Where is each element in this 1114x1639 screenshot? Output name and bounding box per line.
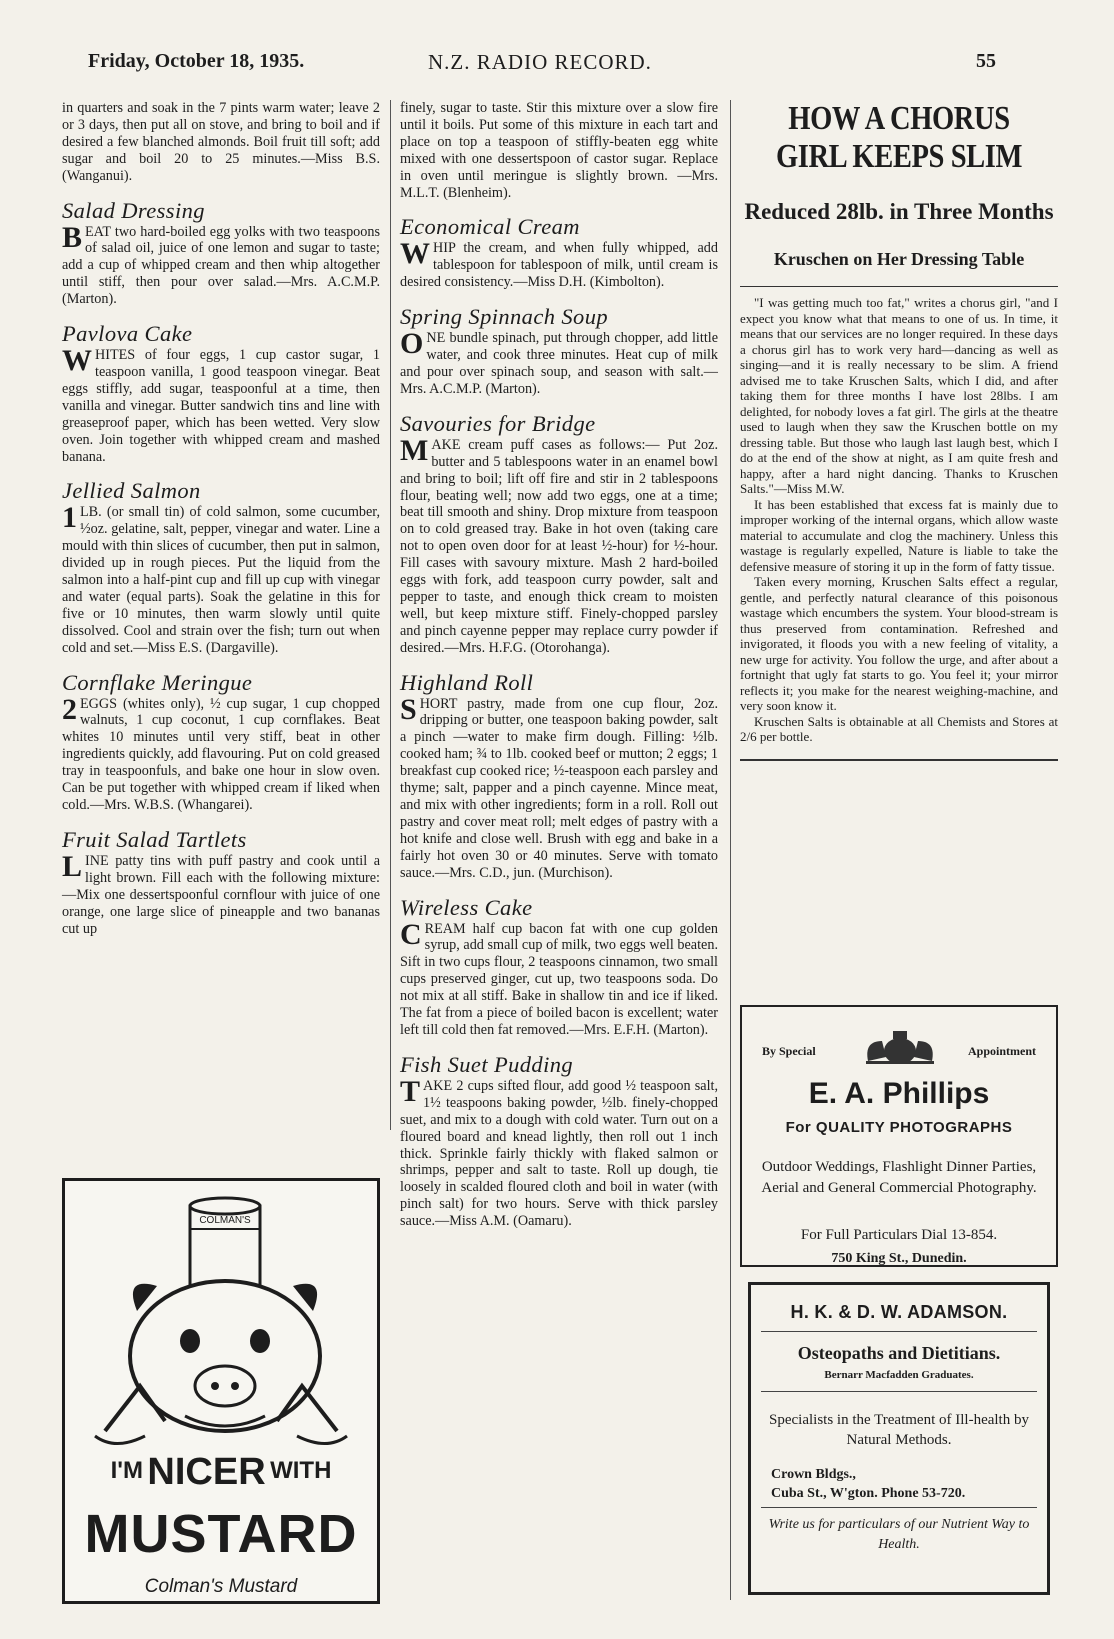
recipe-title: Economical Cream bbox=[400, 214, 580, 240]
ad-divider bbox=[761, 1331, 1037, 1332]
recipe-text: AKE cream puff cases as follows:— Put 2oz. butter and 5 tablespoons water in an enamel bowl and bring to boil; lift off fire and stir in 2 tablespoons flour, beating well; now add two eggs, one at a time; beat till smooth and shiny. Drop mixture from teaspoon on to cold greased tray. Bake in hot oven (taking care not to open oven door for at least ½-hour) for ½-hour. Fill cases with savoury mixture. Mash 2 hard-boiled eggs with fork, add teaspoon curry powder, salt and pepper to taste, and enough thick cream to moisten well, but keep mixture stiff. Finely-chopped parsley and pinch cayenne pepper may replace curry powder if desired.—Mrs. H.F.G. (Otorohanga). bbox=[400, 436, 718, 656]
recipe-body bbox=[62, 344, 380, 465]
phillips-photography-ad bbox=[740, 1005, 1058, 1267]
recipe-body bbox=[400, 917, 718, 1039]
colmans-mustard-ad bbox=[62, 1178, 380, 1604]
article-divider bbox=[740, 286, 1058, 287]
photography-services: Outdoor Weddings, Flashlight Dinner Parties, Aerial and General Commercial Photography. bbox=[761, 1159, 1037, 1196]
graduates: Bernarr Macfadden Graduates. bbox=[824, 1369, 974, 1381]
recipe-body bbox=[400, 433, 718, 657]
profession: Osteopaths and Dietitians. bbox=[797, 1343, 1001, 1363]
slogan-with: WITH bbox=[270, 1457, 332, 1484]
recipe-title: Salad Dressing bbox=[62, 197, 205, 223]
article-paragraph: "I was getting much too fat," writes a chorus girl, "and I expect you know what that means to one of us. In time, it means that our services are no longer required. In these days a chorus girl has to work very hard—dancing as well as singing—and it is really necessary to be slim. A friend advised me to take Kruschen Salts, which I did, and after taking them for three months I have lost 28lbs. I am delighted, for nobody loves a fat girl. The girls at the theatre used to laugh when they saw the Kruschen bottle on my dressing table. But those who laugh last laugh best, which I do at the end of the show at night, as I am quite fresh and happy, after a hard night dancing. Thanks to Kruschen Salts."—Miss M.W. bbox=[740, 295, 1058, 496]
recipe-text: INE patty tins with puff pastry and cook until a light brown. Fill each with the following mixture:—Mix one dessertspoonful cornflour with juice of one orange, one large slice of pineapple and two bananas cut up bbox=[62, 852, 380, 937]
recipe-text: HIP the cream, and when fully whipped, add tablespoon for tablespoon of milk, until cream is desired consistency.—Miss D.H. (Kimbolton). bbox=[400, 240, 718, 291]
recipe-title: Wireless Cake bbox=[400, 894, 533, 920]
slogan-nicer: NICER bbox=[147, 1451, 266, 1493]
kruschen-article bbox=[740, 100, 1058, 761]
address-line-1: Crown Bldgs., bbox=[771, 1467, 856, 1482]
ad-divider bbox=[761, 1507, 1037, 1508]
practice-address bbox=[771, 1465, 1035, 1503]
firm-name: H. K. & D. W. ADAMSON. bbox=[790, 1302, 1008, 1322]
article-subhead-2: Kruschen on Her Dressing Table bbox=[773, 249, 1025, 269]
recipe-title: Fruit Salad Tartlets bbox=[62, 826, 247, 852]
by-special-text: By Special bbox=[762, 1044, 816, 1058]
recipe-text: AKE 2 cups sifted flour, add good ½ teaspoon salt, 1½ teaspoons baking powder, ½lb. finely-chopped suet, and mix to a dough with cold water. Turn out on a floured board and knead lightly, then roll out 1 inch thick. Sprinkle fairly thickly with flaked salmon or shrimps, pepper and salt to taste. Roll up dough, tie loosely in scalded floured cloth and boil in water (with pinch salt) for two hours. Serve with thick parsley sauce.—Miss A.M. (Oamaru). bbox=[400, 1077, 718, 1230]
recipe-title: Jellied Salmon bbox=[62, 478, 201, 504]
appointment-text: Appointment bbox=[967, 1044, 1036, 1058]
issue-date: Friday, October 18, 1935. bbox=[88, 50, 305, 72]
recipe-title: Savouries for Bridge bbox=[400, 410, 596, 436]
recipe-text: HORT pastry, made from one cup flour, 2oz. dripping or butter, one teaspoon baking powder, salt a pinch —water to make firm dough. Filling: ½lb. cooked ham; ¾ to 1lb. cooked beef or mutton; 2 eggs; 1 breakfast cup cooked rice; ½-teaspoon each parsley and thyme; salt, papper and a pinch cayenne. Mince meat, and mix with other ingredients; form in a roll. Roll out pastry and cover meat roll; melt edges of pastry with a hot knife and close well. Brush with egg and bake in a fairly hot oven 30 or 40 minutes. Serve with tomato sauce.—Mrs. C.D., jun. (Murchison). bbox=[400, 695, 718, 881]
article-paragraph: Kruschen Salts is obtainable at all Chemists and Stores at 2/6 per bottle. bbox=[740, 713, 1058, 744]
recipe-text: REAM half cup bacon fat with one cup golden syrup, add small cup of milk, two eggs well beaten. Sift in two cups flour, 2 teaspoons cinnamon, two small cups preserved ginger, cut up, two teaspoons soda. Do not mix at all stiff. Bake in shallow tin and ice if liked. The fat from a piece of boiled bacon is excellent; water left till cold then fat removed.—Mrs. E.F.H. (Marton). bbox=[400, 920, 718, 1038]
drop-cap: 1 bbox=[62, 501, 77, 535]
adamson-osteopaths-ad bbox=[748, 1282, 1050, 1595]
article-headline: HOW A CHORUS GIRL KEEPS SLIM bbox=[775, 100, 1023, 175]
phone-particulars: For Full Particulars Dial 13-854. bbox=[800, 1227, 998, 1243]
recipe-title: Pavlova Cake bbox=[62, 321, 193, 347]
recipe-text: EGGS (whites only), ½ cup sugar, 1 cup chopped walnuts, 1 cup coconut, 1 cup cornflakes. Beat whites 10 minutes until very stiff, beat in other ingredients quickly, add flavouring. Put on cold greased tray in teaspoonfuls, and bake one hour in slow oven. Can be put together with whipped cream if liked when cold.—Mrs. W.B.S. (Whangarei). bbox=[62, 695, 380, 813]
mustard-tin-label: COLMAN'S bbox=[199, 1215, 251, 1226]
article-paragraph: Taken every morning, Kruschen Salts effect a regular, gentle, and perfectly natural clearance of this poisonous wastage which encumbers the system. Your blood-stream is thus preserved from contamination. Refreshed and invigorated, it floods you with a new feeling of vitality, a new urge for activity. You follow the urge, and after about a fortnight that ugly fat starts to go. You feel it; your mirror reflects it; you make for the nearest weighing-machine, and very soon know it. bbox=[740, 574, 1058, 713]
recipe-body bbox=[62, 501, 380, 656]
recipe-body bbox=[62, 849, 380, 938]
studio-address: 750 King St., Dunedin. bbox=[831, 1251, 967, 1266]
article-paragraph: It has been established that excess fat is mainly due to improper working of the internal organs, which allow waste material to accumulate and clog the machinery. Unless this wastage is regularly expelled, Nature is liable to take the defensive measure of storing it up in the form of fatty tissue. bbox=[740, 496, 1058, 574]
specialists-text: Specialists in the Treatment of Ill-health by Natural Methods. bbox=[769, 1412, 1029, 1448]
recipe-body bbox=[400, 692, 718, 882]
drop-cap: T bbox=[400, 1074, 421, 1108]
tartlets-continuation-text: finely, sugar to taste. Stir this mixture over a slow fire until it boils. Put some of this mixture in each tart and place on top a teaspoon of stiffly-beaten egg white mixed with one dessertspoon of castor sugar. Replace in oven until meringue is slightly brown. —Mrs. M.L.T. (Blenheim). bbox=[400, 100, 718, 201]
article-subhead: Reduced 28lb. in Three Months bbox=[744, 199, 1054, 224]
recipe-title: Spring Spinnach Soup bbox=[400, 304, 608, 330]
intro-recipe-text: in quarters and soak in the 7 pints warm water; leave 2 or 3 days, then put all on stove, and bring to boil and if desired a few blanched almonds. Boil fruit till soft; add sugar and boil 20 to 25 minutes.—Miss B.S. (Wanganui). bbox=[62, 100, 380, 184]
mustard-brand: Colman's Mustard bbox=[144, 1576, 298, 1597]
ad-divider bbox=[761, 1391, 1037, 1392]
recipe-column-1 bbox=[62, 100, 380, 937]
recipe-text: LB. (or small tin) of cold salmon, some cucumber, ½oz. gelatine, salt, pepper, vinegar and water. Line a mould with thin slices of cucumber, then put in salmon, divided up in rough pieces. Put the liquid from the salmon into a half-pint cup and fill up cup with vinegar and water (equal parts). Soak the gelatine in this for five or 10 minutes, then warm slowly until quite dissolved. Cool and strain over the fish; turn out when cold and set.—Miss E.S. (Dargaville). bbox=[62, 504, 380, 656]
recipe-title: Fish Suet Pudding bbox=[400, 1051, 574, 1077]
tagline: Write us for particulars of our Nutrient Way to Health. bbox=[768, 1517, 1030, 1552]
page-header bbox=[88, 50, 996, 82]
recipe-body bbox=[400, 1074, 718, 1230]
newspaper-title: N.Z. RADIO RECORD. bbox=[428, 50, 652, 74]
article-end-rule bbox=[740, 759, 1058, 761]
royal-crest-icon bbox=[860, 1027, 940, 1067]
drop-cap: M bbox=[400, 433, 429, 467]
mustard-slogan-line1 bbox=[65, 1451, 377, 1494]
recipe-body bbox=[400, 237, 718, 291]
drop-cap: W bbox=[62, 344, 92, 378]
drop-cap: 2 bbox=[62, 692, 77, 726]
pig-illustration-icon bbox=[65, 1181, 377, 1461]
mustard-slogan-line2: MUSTARD bbox=[84, 1504, 358, 1564]
drop-cap: L bbox=[62, 849, 83, 883]
slogan-im: I'M bbox=[110, 1457, 143, 1484]
recipe-text: EAT two hard-boiled egg yolks with two teaspoons of salad oil, juice of one lemon and sugar to taste; add a cup of whipped cream and then whip altogether until stiff, then pour over salad.—Mrs. A.C.M.P. (Marton). bbox=[62, 223, 380, 308]
recipe-title: Highland Roll bbox=[400, 669, 534, 695]
address-line-2: Cuba St., W'gton. Phone 53-720. bbox=[771, 1486, 966, 1501]
photographer-name: E. A. Phillips bbox=[808, 1077, 990, 1110]
drop-cap: C bbox=[400, 917, 422, 951]
recipe-title: Cornflake Meringue bbox=[62, 669, 253, 695]
page-number: 55 bbox=[976, 50, 996, 72]
recipe-body bbox=[62, 220, 380, 309]
drop-cap: S bbox=[400, 692, 417, 726]
recipe-body bbox=[400, 327, 718, 398]
drop-cap: O bbox=[400, 327, 424, 361]
drop-cap: W bbox=[400, 237, 430, 271]
recipe-text: HITES of four eggs, 1 cup castor sugar, 1 teaspoon vanilla, 1 good teaspoon vinegar. Beat eggs stiffly, add sugar, teaspoonful at a time, then vanilla and vinegar. Butter sandwich tins and line with greaseproof paper, which has been wetted. Very slow oven. Join together with whipped cream and mashed banana. bbox=[62, 347, 380, 465]
recipe-column-2 bbox=[400, 100, 718, 1230]
recipe-body bbox=[62, 692, 380, 814]
column-rule-1 bbox=[390, 100, 391, 1130]
column-rule-2 bbox=[730, 100, 731, 1600]
drop-cap: B bbox=[62, 220, 83, 254]
quality-photographs: For QUALITY PHOTOGRAPHS bbox=[785, 1119, 1013, 1136]
recipe-text: NE bundle spinach, put through chopper, add little water, and cook three minutes. Heat cup of milk and pour over spinach soup, and season with salt.—Mrs. A.C.M.P. (Marton). bbox=[400, 330, 718, 397]
